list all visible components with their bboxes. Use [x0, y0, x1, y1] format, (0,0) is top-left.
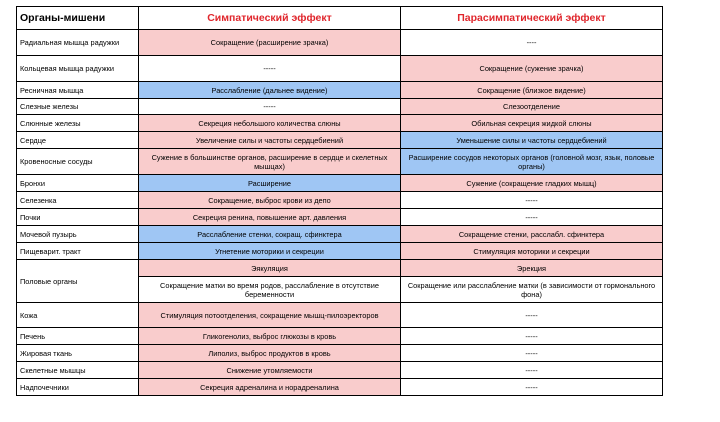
sympathetic-cell: Секреция адреналина и норадреналина — [139, 379, 401, 396]
sympathetic-cell: Расслабление стенки, сокращ. сфинктера — [139, 226, 401, 243]
table-row — [17, 56, 663, 82]
parasympathetic-cell: ----- — [401, 192, 663, 209]
sympathetic-cell: ----- — [139, 56, 401, 82]
parasympathetic-cell: Расширение сосудов некоторых органов (головной мозг, язык, половые органы) — [401, 149, 663, 175]
organ-cell: Скелетные мышцы — [17, 362, 139, 379]
parasympathetic-cell: Сокращение (близкое видение) — [401, 82, 663, 99]
organ-cell: Слезные железы — [17, 99, 139, 115]
sympathetic-cell: Снижение утомляемости — [139, 362, 401, 379]
table-row — [17, 82, 663, 99]
parasympathetic-cell: ----- — [401, 379, 663, 396]
parasympathetic-cell: Сужение (сокращение гладких мышц) — [401, 175, 663, 192]
sympathetic-cell: Расширение — [139, 175, 401, 192]
table-row — [17, 260, 663, 277]
parasympathetic-cell: Сокращение (сужение зрачка) — [401, 56, 663, 82]
organ-cell: Слюнные железы — [17, 115, 139, 132]
sympathetic-cell: Сужение в большинстве органов, расширение в сердце и скелетных мышцах) — [139, 149, 401, 175]
organ-cell: Бронхи — [17, 175, 139, 192]
parasympathetic-cell: ----- — [401, 328, 663, 345]
table-row — [17, 243, 663, 260]
table-row — [17, 303, 663, 328]
parasympathetic-cell: ----- — [401, 209, 663, 226]
sympathetic-cell: Угнетение моторики и секреции — [139, 243, 401, 260]
organ-cell: Сердце — [17, 132, 139, 149]
organ-cell: Радиальная мышца радужки — [17, 30, 139, 56]
table-row — [17, 192, 663, 209]
sympathetic-cell: Стимуляция потоотделения, сокращение мышц-пилоэректоров — [139, 303, 401, 328]
sympathetic-cell: Гликогенолиз, выброс глюкозы в кровь — [139, 328, 401, 345]
table-row — [17, 226, 663, 243]
organ-cell: Кожа — [17, 303, 139, 328]
parasympathetic-cell: Обильная секреция жидкой слюны — [401, 115, 663, 132]
organ-cell: Кровеносные сосуды — [17, 149, 139, 175]
header-sympathetic: Симпатический эффект — [139, 7, 401, 30]
table-row — [17, 209, 663, 226]
table-row — [17, 328, 663, 345]
organ-cell: Пищеварит. тракт — [17, 243, 139, 260]
table-row — [17, 362, 663, 379]
sympathetic-cell: Эякуляция — [139, 260, 401, 277]
organ-cell: Жировая ткань — [17, 345, 139, 362]
table-row — [17, 132, 663, 149]
parasympathetic-cell: Сокращение стенки, расслабл. сфинктера — [401, 226, 663, 243]
parasympathetic-cell: ---- — [401, 30, 663, 56]
sympathetic-cell: Увеличение силы и частоты сердцебиений — [139, 132, 401, 149]
parasympathetic-cell: ----- — [401, 362, 663, 379]
organ-cell: Почки — [17, 209, 139, 226]
organ-cell: Селезенка — [17, 192, 139, 209]
table-row — [17, 115, 663, 132]
table-row — [17, 345, 663, 362]
sympathetic-cell: ----- — [139, 99, 401, 115]
parasympathetic-cell: ----- — [401, 303, 663, 328]
table-row — [17, 175, 663, 192]
table-row — [17, 99, 663, 115]
autonomic-effects-table — [16, 6, 663, 396]
organ-cell: Кольцевая мышца радужки — [17, 56, 139, 82]
sympathetic-cell: Сокращение матки во время родов, расслабление в отсутствие беременности — [139, 277, 401, 303]
parasympathetic-cell: Стимуляция моторики и секреции — [401, 243, 663, 260]
table-row — [17, 149, 663, 175]
table-body — [17, 30, 663, 396]
header-organs: Органы-мишени — [17, 7, 139, 30]
organ-cell: Ресничная мышца — [17, 82, 139, 99]
sympathetic-cell: Секреция ренина, повышение арт. давления — [139, 209, 401, 226]
organ-cell: Мочевой пузырь — [17, 226, 139, 243]
parasympathetic-cell: ----- — [401, 345, 663, 362]
parasympathetic-cell: Сокращение или расслабление матки (в зависимости от гормонального фона) — [401, 277, 663, 303]
parasympathetic-cell: Уменьшение силы и частоты сердцебиений — [401, 132, 663, 149]
sympathetic-cell: Сокращение (расширение зрачка) — [139, 30, 401, 56]
sympathetic-cell: Расслабление (дальнее видение) — [139, 82, 401, 99]
organ-cell: Половые органы — [17, 260, 139, 303]
sympathetic-cell: Секреция небольшого количества слюны — [139, 115, 401, 132]
sympathetic-cell: Липолиз, выброс продуктов в кровь — [139, 345, 401, 362]
table-row — [17, 30, 663, 56]
table-row — [17, 379, 663, 396]
sympathetic-cell: Сокращение, выброс крови из депо — [139, 192, 401, 209]
organ-cell: Надпочечники — [17, 379, 139, 396]
parasympathetic-cell: Слезоотделение — [401, 99, 663, 115]
organ-cell: Печень — [17, 328, 139, 345]
header-row — [17, 7, 663, 30]
header-parasympathetic: Парасимпатический эффект — [401, 7, 663, 30]
parasympathetic-cell: Эрекция — [401, 260, 663, 277]
